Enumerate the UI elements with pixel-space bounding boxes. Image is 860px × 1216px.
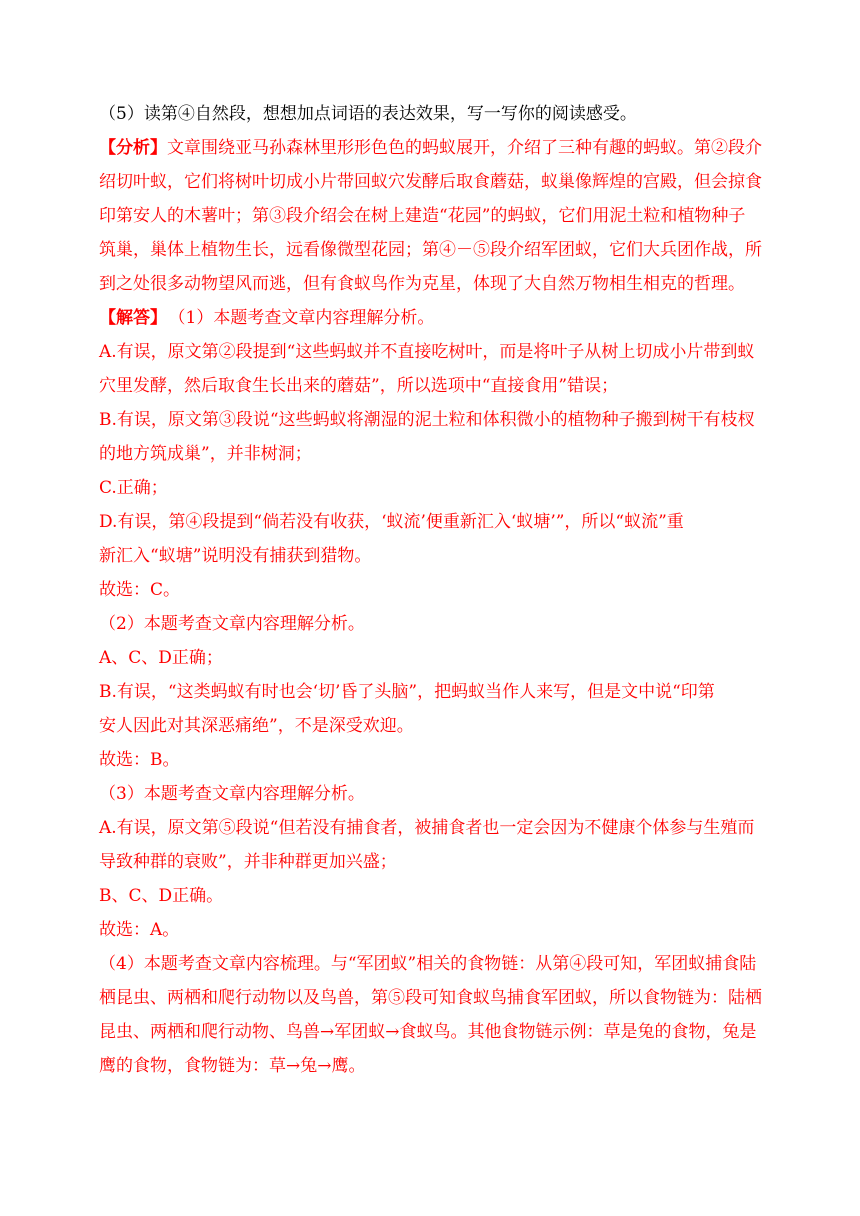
answer-line: 故选：B。	[99, 750, 180, 770]
answer-line: 新汇入“蚁塘”说明没有捕获到猎物。	[99, 546, 372, 566]
answer-line: B.有误，原文第③段说“这些蚂蚁将潮湿的泥土粒和体积微小的植物种子搬到树干有枝杈	[99, 410, 755, 430]
answer-line: 穴里发酵，然后取食生长出来的蘑菇”，所以选项中“直接食用”错误；	[99, 376, 619, 396]
answer-line: 故选：C。	[99, 580, 181, 600]
answer-line: D.有误，第④段提到“倘若没有收获，‘蚁流’便重新汇入‘蚁塘’”，所以“蚁流”重	[99, 512, 684, 532]
answer-first: （1）本题考查文章内容理解分析。	[177, 308, 435, 328]
answer-line: 导致种群的衰败”，并非种群更加兴盛；	[99, 852, 397, 872]
analysis-line-3: 印第安人的木薯叶；第③段介绍会在树上建造“花园”的蚂蚁，它们用泥土粒和植物种子	[99, 206, 746, 226]
analysis-line-5: 到之处很多动物望风而逃，但有食蚁鸟作为克星，体现了大自然万物相生相克的哲理。	[99, 274, 745, 294]
answer-line: 的地方筑成巢”，并非树洞；	[99, 444, 312, 464]
question-5: （5）读第④自然段，想想加点词语的表达效果，写一写你的阅读感受。	[99, 104, 637, 124]
answer-line: B、C、D正确。	[99, 886, 224, 906]
answer-tag: 【解答】	[99, 308, 167, 328]
answer-line: （3）本题考查文章内容理解分析。	[99, 784, 365, 804]
answer-line-1	[99, 306, 434, 330]
answer-line: 安人因此对其深恶痛绝”，不是深受欢迎。	[99, 716, 414, 736]
answer-line: （2）本题考查文章内容理解分析。	[99, 614, 365, 634]
answer-line: 昆虫、两栖和爬行动物、鸟兽→军团蚁→食蚁鸟。其他食物链示例：草是兔的食物，兔是	[99, 1022, 757, 1042]
analysis-line-1	[99, 136, 762, 160]
answer-line: B.有误，“这类蚂蚁有时也会‘切’昏了头脑”，把蚂蚁当作人来写，但是文中说“印第	[99, 682, 715, 702]
answer-line: A、C、D正确；	[99, 648, 223, 668]
answer-line: （4）本题考查文章内容梳理。与“军团蚁”相关的食物链：从第④段可知，军团蚁捕食陆	[99, 954, 757, 974]
answer-line: A.有误，原文第②段提到“这些蚂蚁并不直接吃树叶，而是将叶子从树上切成小片带到蚁	[99, 342, 755, 362]
analysis-line-2: 绍切叶蚁，它们将树叶切成小片带回蚁穴发酵后取食蘑菇，蚁巢像辉煌的宫殿，但会掠食	[99, 172, 762, 192]
answer-line: 栖昆虫、两栖和爬行动物以及鸟兽，第⑤段可知食蚁鸟捕食军团蚁，所以食物链为：陆栖	[99, 988, 762, 1008]
answer-line: 故选：A。	[99, 920, 180, 940]
analysis-text: 文章围绕亚马孙森林里形形色色的蚂蚁展开，介绍了三种有趣的蚂蚁。第②段介	[167, 138, 762, 158]
analysis-line-4: 筑巢，巢体上植物生长，远看像微型花园；第④－⑤段介绍军团蚁，它们大兵团作战，所	[99, 240, 762, 260]
answer-line: C.正确；	[99, 478, 168, 498]
answer-line: A.有误，原文第⑤段说“但若没有捕食者，被捕食者也一定会因为不健康个体参与生殖而	[99, 818, 755, 838]
answer-line: 鹰的食物，食物链为：草→兔→鹰。	[99, 1056, 366, 1076]
analysis-tag: 【分析】	[99, 138, 167, 158]
